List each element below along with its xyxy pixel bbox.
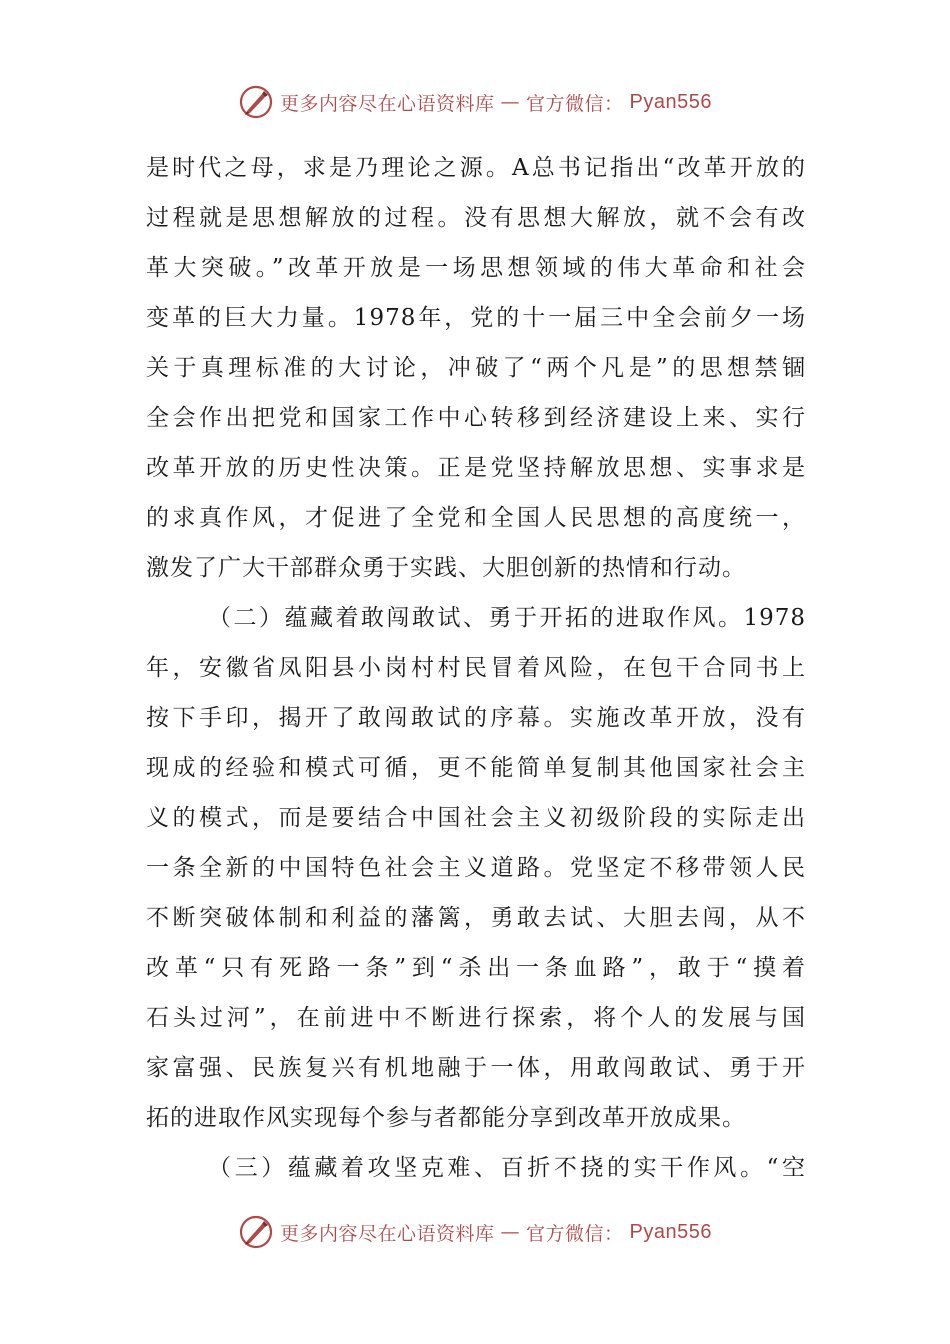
- pen-logo-icon: [238, 1214, 274, 1250]
- footer-dash: —: [500, 1221, 521, 1243]
- header-wechat-id: Pyan556: [629, 90, 712, 113]
- body-line: 改革“只有死路一条”到“杀出一条血路”，敢于“摸着: [146, 955, 806, 981]
- footer-wechat-label: 官方微信：: [526, 1222, 624, 1245]
- section-heading-line: （三）蕴藏着攻坚克难、百折不挠的实干作风。“空: [208, 1155, 806, 1181]
- body-line: 过程就是思想解放的过程。没有思想大解放，就不会有改: [146, 205, 806, 231]
- footer-watermark-banner: [0, 1212, 950, 1252]
- body-line: 一条全新的中国特色社会主义道路。党坚定不移带领人民: [146, 855, 806, 881]
- body-line: 全会作出把党和国家工作中心转移到经济建设上来、实行: [146, 405, 806, 431]
- body-line: 义的模式，而是要结合中国社会主义初级阶段的实际走出: [146, 805, 806, 831]
- body-line: 年，安徽省凤阳县小岗村村民冒着风险，在包干合同书上: [146, 655, 806, 681]
- body-line: 家富强、民族复兴有机地融于一体，用敢闯敢试、勇于开: [146, 1055, 806, 1081]
- header-watermark-banner: [0, 82, 950, 122]
- body-line: 按下手印，揭开了敢闯敢试的序幕。实施改革开放，没有: [146, 705, 806, 731]
- document-body: [146, 143, 806, 1193]
- header-site-text: 更多内容尽在心语资料库: [280, 92, 495, 115]
- header-wechat-label: 官方微信：: [526, 92, 624, 115]
- body-line: 的求真作风，才促进了全党和全国人民思想的高度统一，: [146, 505, 806, 531]
- body-line: 革大突破。”改革开放是一场思想领域的伟大革命和社会: [146, 255, 806, 281]
- pen-logo-icon: [238, 84, 274, 120]
- body-line: 石头过河”，在前进中不断进行探索，将个人的发展与国: [146, 1005, 806, 1031]
- body-line: 不断突破体制和利益的藩篱，勇敢去试、大胆去闯，从不: [146, 905, 806, 931]
- footer-wechat-id: Pyan556: [629, 1220, 712, 1243]
- body-line: 激发了广大干部群众勇于实践、大胆创新的热情和行动。: [146, 555, 746, 581]
- body-line: 变革的巨大力量。1978年，党的十一届三中全会前夕一场: [146, 305, 806, 331]
- body-line: 现成的经验和模式可循，更不能简单复制其他国家社会主: [146, 755, 806, 781]
- body-line: 拓的进取作风实现每个参与者都能分享到改革开放成果。: [146, 1105, 746, 1131]
- section-heading-line: （二）蕴藏着敢闯敢试、勇于开拓的进取作风。1978: [208, 605, 806, 631]
- body-line: 是时代之母，求是乃理论之源。A总书记指出“改革开放的: [146, 155, 806, 181]
- body-line: 关于真理标准的大讨论，冲破了“两个凡是”的思想禁锢: [146, 355, 806, 381]
- header-dash: —: [500, 91, 521, 113]
- footer-site-text: 更多内容尽在心语资料库: [280, 1222, 495, 1245]
- body-line: 改革开放的历史性决策。正是党坚持解放思想、实事求是: [146, 455, 806, 481]
